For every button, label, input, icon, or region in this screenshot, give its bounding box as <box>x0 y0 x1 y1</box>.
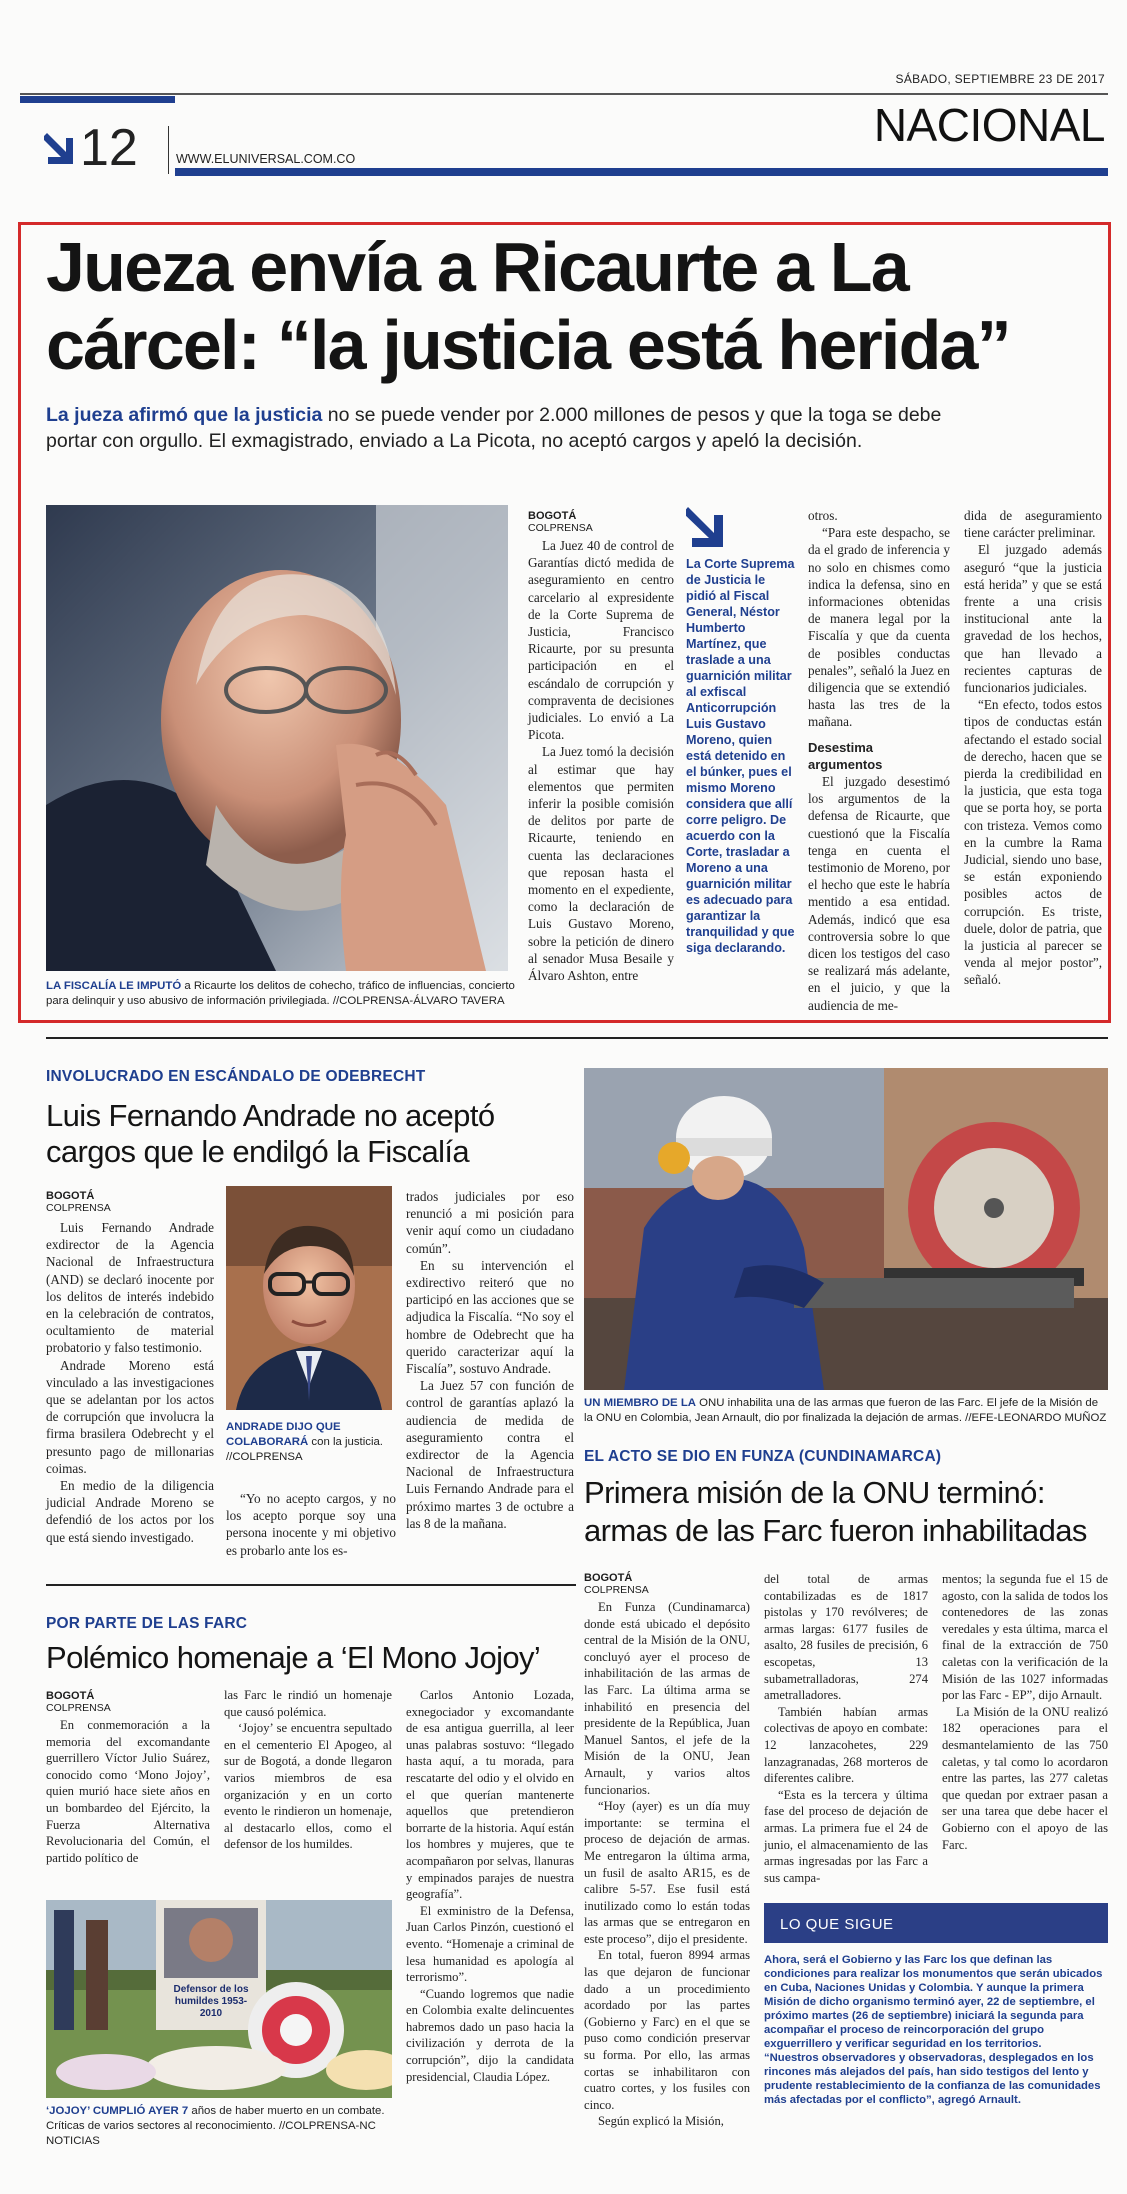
lead-photo-caption: LA FISCALÍA LE IMPUTÓ a Ricaurte los delitos de cohecho, tráfico de influencias, concierto para delinquir y uso abusivo de información privilegiada. //COLPRENSA-ÁLVARO TAVERA <box>46 980 515 1007</box>
lead-column-3: otros. “Para este despacho, se da el grado de inferencia y no solo en chismes como indica la defensa, sino en informaciones obtenidas de manera legal por la Fiscalía y que da cuenta de posibles conductas penales”, señaló la Juez en diligencia que se extendió hasta las tres de la mañana. Desestima argumentos El juzgado desestimó los argumentos de la defensa de Ricaurte, que cuestionó que la Fiscalía tenga en cuenta el testimonio de Moreno, por el hecho que este le habría mentido a esa entidad. Además, indicó que esa controversia sobre lo que dicen los testigos del caso se realizará más adelante, en el juicio, y que la audiencia de me- <box>808 508 950 1013</box>
jojoy-headline: Polémico homenaje a ‘El Mono Jojoy’ <box>46 1640 541 1675</box>
masthead-bottom-bar <box>175 168 1108 176</box>
jojoy-photo-caption: ‘JOJOY’ CUMPLIÓ AYER 7 años de haber muerto en un combate. Críticas de varios sectores al reconocimiento. //COLPRENSA-NC NOTICIAS <box>46 2105 385 2147</box>
andrade-photo-caption: ANDRADE DIJO QUE COLABORARÁ con la justicia. //COLPRENSA <box>226 1421 383 1463</box>
andrade-photo <box>226 1186 392 1410</box>
section-title: NACIONAL <box>873 99 1105 151</box>
lead-headline: Jueza envía a Ricaurte a La cárcel: “la justicia está herida” <box>46 228 1010 384</box>
andrade-column-1: Luis Fernando Andrade exdirector de la Agencia Nacional de Infraestructura (AND) se declaró inocente por los delitos de interés indebido en la celebración de contratos, ocultamiento de material probatorio y falso testimonio. Andrade Moreno está vinculado a las investigaciones que se adelantan por los actos de corrupción que involucra la firma brasilera Odebrecht y el presunto pago de millonarias coimas. En medio de la diligencia judicial Andrade Moreno se defendió de los actos por los que está siendo investigado. <box>46 1220 214 1545</box>
andrade-column-3: trados judiciales por eso renunció a mi posición para venir aquí como un ciudadano común”. En su intervención el exdirectivo reiteró que no participó en las acciones que se adjudica la Fiscalía. “No soy el hombre de Odebrecht que ha querido caracterizar aquí la Fiscalía”, sostuvo Andrade. La Juez 57 con función de control de garantías aplazó la audiencia de medida de aseguramiento contra el exdirector de la Agencia Nacional de Infraestructura Luis Fernando Andrade para el próximo martes 3 de octubre a las 8 de la mañana. <box>406 1189 574 1531</box>
box-paragraph-1: Ahora, será el Gobierno y las Farc los que definan las condiciones para realizar los monumentos que serán ubicados en Cuba, Naciones Unidas y Colombia. Y aunque la primera Misión de dicho organismo terminó ayer, 22 de septiembre, el próximo martes (26 de septiembre) iniciará la segunda para acompañar el proceso de reincorporación del grupo exguerrillero y verificar seguridad en los territorios. <box>764 1954 1103 2050</box>
andrade-byline: BOGOTÁ COLPRENSA <box>46 1190 111 1214</box>
lead-pullquote: La Corte Suprema de Justicia le pidió al Fiscal General, Néstor Humberto Martínez, que traslade a una guarnición militar al exfiscal Anticorrupción Luis Gustavo Moreno, quien está detenido en el búnker, pues el mismo Moreno considera que allí corre peligro. De acuerdo con la Corte, trasladar a Moreno a una guarnición militar es adecuado para garantizar la tranquilidad y que siga declarando. <box>686 557 795 955</box>
jojoy-byline: BOGOTÁ COLPRENSA <box>46 1690 111 1714</box>
section-divider-2 <box>46 1584 576 1586</box>
lead-byline: BOGOTÁ COLPRENSA <box>528 510 593 534</box>
onu-kicker: EL ACTO SE DIO EN FUNZA (CUNDINAMARCA) <box>584 1448 942 1465</box>
onu-photo <box>584 1068 1108 1390</box>
lead-column-1: La Juez 40 de control de Garantías dictó medida de aseguramiento en centro carcelario al expresidente de la Corte Suprema de Justicia, Francisco Ricaurte, por su presunta participación en el escándalo de corrupción y compraventa de decisiones judiciales. Lo envió a La Picota. La Juez tomó la decisión al estimar que hay elementos que permiten inferir la posible comisión de delitos por parte de Ricaurte, teniendo en cuenta las declaraciones que reposan hasta el momento en el expediente, como la declaración de Luis Gustavo Moreno, sobre la petición de dinero al senador Musa Besaile y Álvaro Ashton, entre <box>528 538 674 984</box>
lead-subhead: Desestima argumentos <box>808 739 883 772</box>
andrade-kicker: INVOLUCRADO EN ESCÁNDALO DE ODEBRECHT <box>46 1068 426 1085</box>
page-date: SÁBADO, SEPTIEMBRE 23 DE 2017 <box>895 72 1105 86</box>
jojoy-photo-banner-text: Defensor de los humildes 1953-2010 <box>173 1984 249 2019</box>
section-divider-1 <box>46 1037 1108 1039</box>
onu-byline: BOGOTÁ COLPRENSA <box>584 1572 649 1596</box>
masthead-top-rule <box>20 93 1108 95</box>
lead-deck: La jueza afirmó que la justicia no se puede vender por 2.000 millones de pesos y que la toga se debe portar con orgullo. El exmagistrado, enviado a La Picota, no aceptó cargos y apeló la decisión. <box>46 404 942 452</box>
onu-photo-caption: UN MIEMBRO DE LA ONU inhabilita una de las armas que fueron de las Farc. El jefe de la Misión de la ONU en Colombia, Jean Arnault, dio por finalizada la dejación de armas. //EFE-LEONARDO MUÑOZ <box>584 1397 1107 1424</box>
box-paragraph-2: “Nuestros observadores y observadoras, desplegados en los rincones más alejados del país, han sido testigos del lento y prudente restablecimiento de la confianza de las comunidades más afectadas por el conflicto”, agregó Arnault. <box>764 2052 1101 2106</box>
masthead-divider <box>168 126 169 174</box>
page-number: 12 <box>80 119 138 177</box>
jojoy-kicker: POR PARTE DE LAS FARC <box>46 1615 248 1632</box>
pullquote-arrow-icon <box>686 505 726 549</box>
jojoy-column-2: las Farc le rindió un homenaje que causó polémica. ‘Jojoy’ se encuentra sepultado en el cementerio El Apogeo, al sur de Bogotá, a donde llegaron varios miembros de esa organización y en un corto evento le rindieron un homenaje, al destacarlo ellos, como el defensor de los humildes. <box>224 1688 392 1852</box>
page-arrow-icon <box>44 130 76 166</box>
onu-column-1: En Funza (Cundinamarca) donde está ubicado el depósito central de la Misión de la ONU, concluyó ayer el proceso de inhabilitación de las armas de las Farc. La última arma se inhabilitó en presencia del presidente de la República, Juan Manuel Santos, el jefe de la Misión de la ONU, Jean Arnault, y varios altos funcionarios. “Hoy (ayer) es un día muy importante: se termina el proceso de dejación de armas. Me entregaron la última arma, un fusil de asalto AR15, es de calibre 5-57. Ese fusil está inutilizado como lo están todas las armas que se entregaron en este proceso”, dijo el presidente. En total, fueron 8994 armas las que dejaron de funcionar dado a un procedimiento acordado por las partes (Gobierno y Farc) en el que se puso como condición preservar su forma. Por ello, las armas cortas se inhabilitaron con cuatro cortes, y los fusiles con cinco. Según explicó la Misión, <box>584 1600 750 2129</box>
onu-column-2: del total de armas contabilizadas es de 1817 pistolas y 170 revólveres; de armas largas: 6177 fusiles de asalto, 28 fusiles de precisión, 6 escopetas, 13 subametralladoras, 274 ametralladores. También habían armas colectivas de apoyo en combate: 12 lanzacohetes, 229 lanzagranadas, 268 morteros de diferentes calibre. “Esta es la tercera y última fase del proceso de dejación de armas. La primera fue el 24 de junio, el almacenamiento de las armas ingresadas por las Farc a sus campa- <box>764 1572 928 1885</box>
onu-headline: Primera misión de la ONU terminó: armas de las Farc fueron inhabilitadas <box>584 1475 1087 1548</box>
box-title: LO QUE SIGUE <box>764 1906 1108 1943</box>
masthead-blue-bar <box>20 96 175 103</box>
jojoy-column-1: En conmemoración a la memoria del excomandante guerrillero Víctor Julio Suárez, conocido como ‘Mono Jojoy’, quien murió hace siete años en un bombardeo del Ejército, la Fuerza Alternativa Revolucionaria del Común, el partido político de <box>46 1718 210 1865</box>
ricaurte-photo <box>46 505 508 971</box>
website-link[interactable]: WWW.ELUNIVERSAL.COM.CO <box>176 152 356 166</box>
jojoy-photo <box>46 1900 392 2098</box>
lead-column-4: dida de aseguramiento tiene carácter preliminar. El juzgado además aseguró “que la justicia está herida” y que se está frente a una crisis institucional ante la gravedad de los hechos, que han llevado a recientes capturas de funcionarios judiciales. “En efecto, todos estos tipos de conductas están afectando el estado social de derecho, hacen que se pierda la credibilidad en la justicia, que esta toga que se porta hoy, se porta con tristeza. Vemos como en la cumbre la Rama Judicial, siendo uno base, se están exponiendo posibles actos de corrupción. Es triste, duele, dolor de patria, que la justicia al parecer se venda al mejor postor”, señaló. <box>964 508 1102 988</box>
andrade-column-2-bottom: “Yo no acepto cargos, y no los acepto porque soy una persona inocente y mi objetivo es probarlo ante los es- <box>226 1491 396 1558</box>
lo-que-sigue-box <box>764 1903 1108 2125</box>
onu-column-3: mentos; la segunda fue el 15 de agosto, con la salida de todos los contenedores de las zonas veredales y esta última, marca el final de la extracción de 750 caletas con la verificación de la Misión de las 1027 informadas por las Farc - EP”, dijo Arnault. La Misión de la ONU realizó 182 operaciones para el desmantelamiento de las 750 caletas, y tal como lo acordaron entre las partes, las 277 caletas que quedan por extraer pasan a ser una tarea que debe hacer el Gobierno con el apoyo de las Farc. <box>942 1572 1108 1852</box>
andrade-headline: Luis Fernando Andrade no aceptó cargos que le endilgó la Fiscalía <box>46 1098 495 1169</box>
jojoy-column-3: Carlos Antonio Lozada, exnegociador y excomandante de esa antigua guerrilla, al leer unas palabras sostuvo: “llegado hasta aquí, a tu morada, para rescatarte del odio y el olvido en el que querían mantenerte aquellos que pretendieron borrarte de la historia. Aquí están los hombres y mujeres, que te acompañaron por selvas, llanuras y empinados parajes de nuestra geografía”. El exministro de la Defensa, Juan Carlos Pinzón, cuestionó el evento. “Homenaje a criminal de lesa humanidad es apología al terrorismo”. “Cuando logremos que nadie en Colombia exalte delincuentes habremos dado un paso hacia la civilización y derrota de la corrupción”, dijo la candidata presidencial, Claudia López. <box>406 1688 574 2084</box>
deck-highlight: La jueza afirmó que la justicia <box>46 404 323 426</box>
